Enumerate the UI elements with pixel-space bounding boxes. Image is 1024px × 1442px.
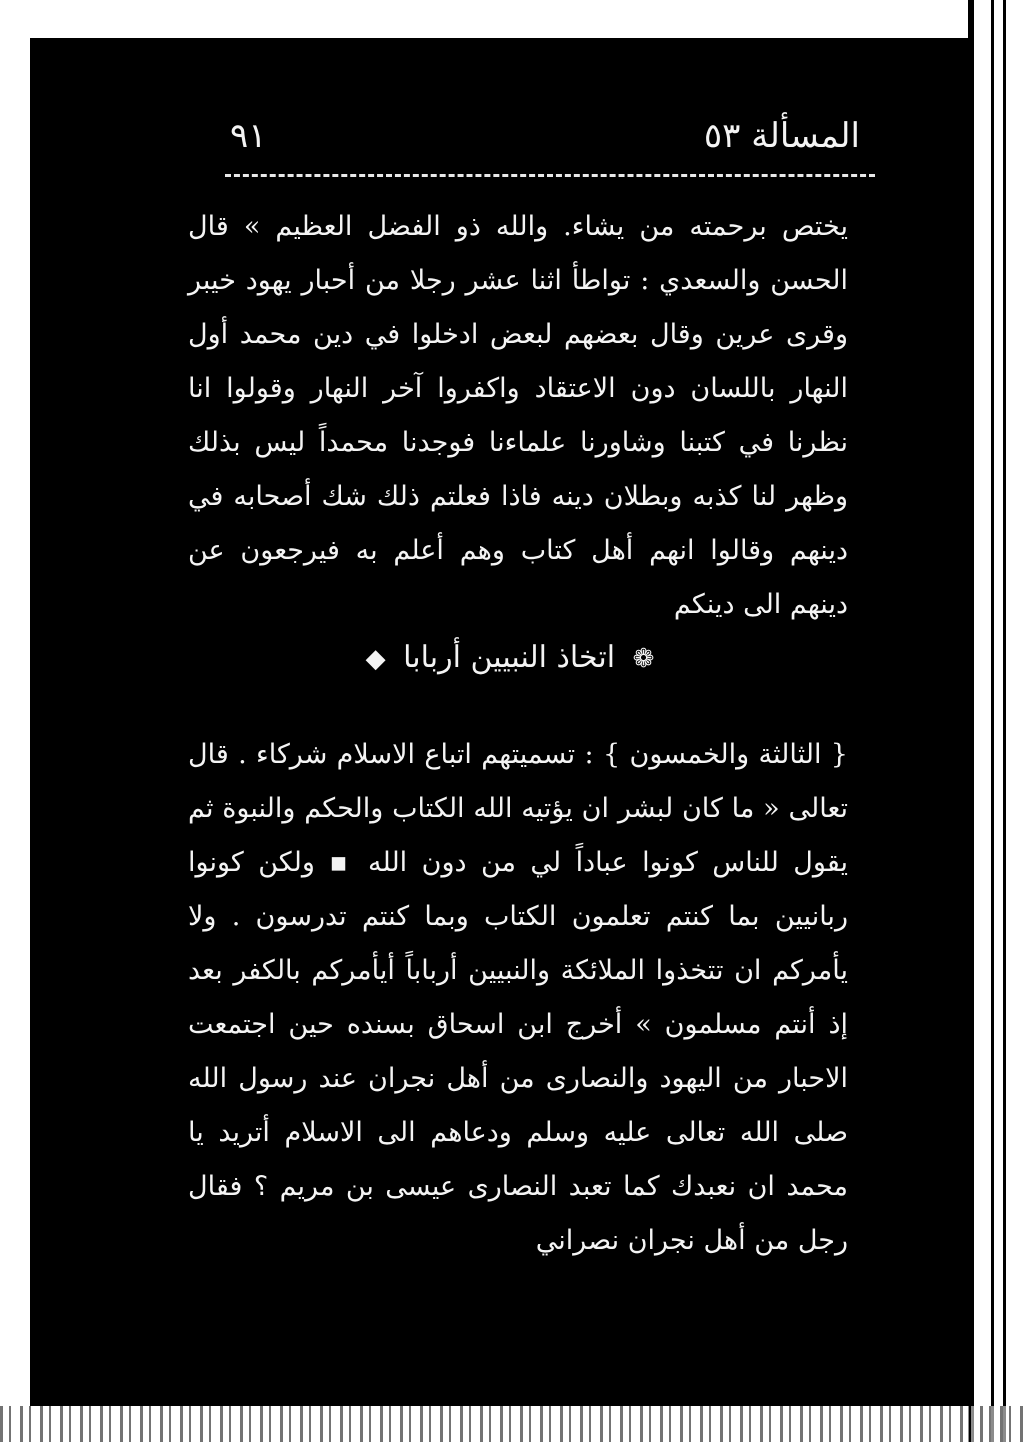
- page-header: [230, 116, 860, 176]
- chapter-heading: المسألة ٥٣: [703, 116, 860, 156]
- section-title-text: اتخاذ النبيين أربابا: [403, 640, 616, 675]
- page-number: ٩١: [230, 116, 267, 156]
- scan-edge-line: [1003, 0, 1006, 1442]
- paragraph-2-text: { الثالثة والخمسون } : تسميتهم اتباع الاسلام شركاء . قال تعالى « ما كان لبشر ان يؤتيه الله الكتاب والحكم والنبوة ثم يقول للناس كونوا عباداً لي من دون الله ▪ ولكن كونوا ربانيين بما كنتم تعلمون الكتاب وبما كنتم تدرسون . ولا يأمركم ان تتخذوا الملائكة والنبيين أرباباً أيأمركم بالكفر بعد إذ أنتم مسلمون » أخرج ابن اسحاق بسنده حين اجتمعت الاحبار من اليهود والنصارى من أهل نجران عند رسول الله صلى الله تعالى عليه وسلم ودعاهم الى الاسلام أتريد يا محمد ان نعبدك كما تعبد النصارى عيسى بن مريم ؟ فقال رجل من أهل نجران نصراني: [188, 739, 848, 1256]
- body-paragraph-1: [188, 200, 848, 632]
- ornament-icon: ❁: [632, 644, 655, 674]
- body-paragraph-2: [188, 728, 848, 1268]
- scan-edge-right: [968, 0, 1024, 1442]
- paragraph-1-text: يختص برحمته من يشاء. والله ذو الفضل العظيم » قال الحسن والسعدي : تواطأ اثنا عشر رجلا من أحبار يهود خيبر وقرى عرين وقال بعضهم لبعض ادخلوا في دين محمد أول النهار باللسان دون الاعتقاد واكفروا آخر النهار وقولوا انا نظرنا في كتبنا وشاورنا علماءنا فوجدنا محمداً ليس بذلك وظهر لنا كذبه وبطلان دينه فاذا فعلتم ذلك شك أصحابه في دينهم وقالوا انهم أهل كتاب وهم أعلم به فيرجعون عن دينهم الى دينكم: [188, 211, 848, 620]
- scan-edge-line: [991, 0, 994, 1442]
- diamond-icon: ◆: [365, 644, 386, 674]
- scan-edge-bottom: [0, 1406, 1024, 1442]
- header-divider: [225, 174, 875, 177]
- page-scan-area: [30, 38, 974, 1406]
- section-title: [230, 640, 790, 675]
